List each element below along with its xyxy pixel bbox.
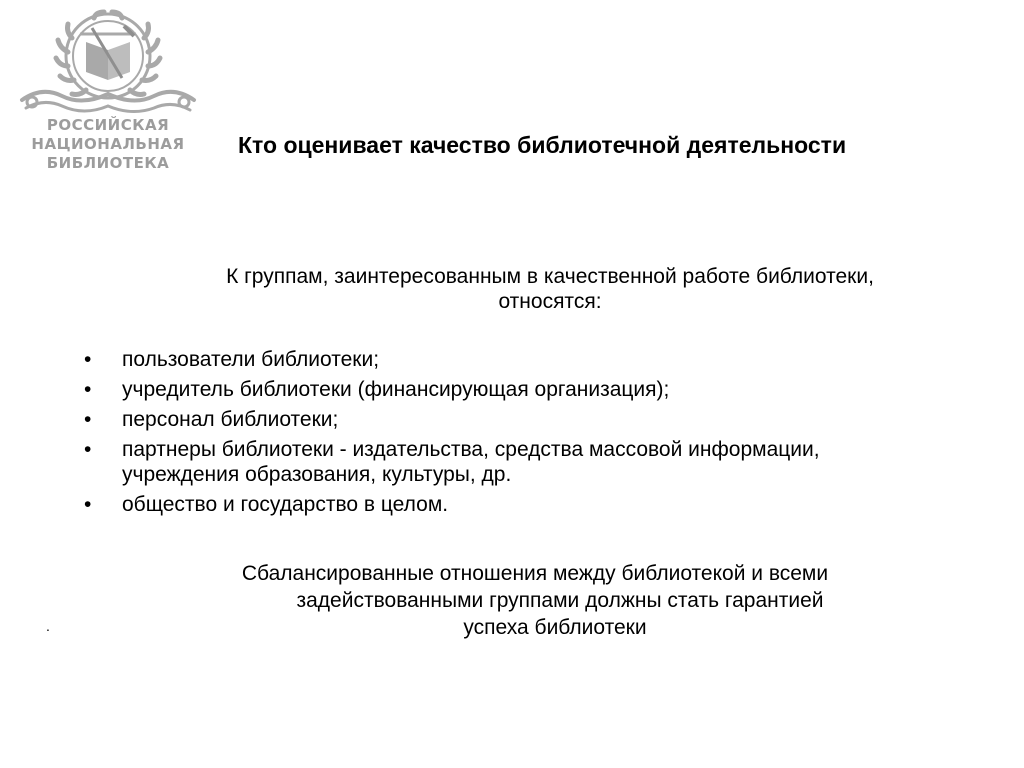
- stray-dot-mark: .: [46, 618, 50, 634]
- stakeholder-list: [80, 347, 1010, 522]
- list-item-text-continued: учреждения образования, культуры, др.: [122, 463, 512, 486]
- closing-line-3: успеха библиотеки: [463, 616, 647, 639]
- list-item: [80, 377, 1010, 402]
- logo-line-2: НАЦИОНАЛЬНАЯ: [31, 135, 185, 153]
- bullet-icon: •: [84, 438, 92, 461]
- library-logo: [14, 8, 202, 178]
- bullet-icon: •: [84, 378, 92, 401]
- list-item-text: общество и государство в целом.: [122, 493, 449, 516]
- list-item-text: персонал библиотеки;: [122, 408, 339, 431]
- list-item-text: учредитель библиотеки (финансирующая организация);: [122, 378, 670, 401]
- closing-line-1: Сбалансированные отношения между библиотекой и всеми: [241, 562, 829, 585]
- intro-line-2: относятся:: [498, 290, 602, 313]
- logo-text: [14, 116, 202, 173]
- list-item-text: пользователи библиотеки;: [122, 348, 380, 371]
- intro-line-1: К группам, заинтересованным в качественной работе библиотеки,: [226, 265, 874, 288]
- bullet-icon: •: [84, 493, 92, 516]
- list-item: [80, 492, 1010, 517]
- list-item: [80, 347, 1010, 372]
- intro-paragraph: [100, 264, 1000, 314]
- logo-line-3: БИБЛИОТЕКА: [46, 154, 170, 172]
- logo-line-1: РОССИЙСКАЯ: [46, 116, 170, 134]
- slide-title: Кто оценивает качество библиотечной деятельности: [238, 132, 847, 158]
- bullet-icon: •: [84, 408, 92, 431]
- bullet-icon: •: [84, 348, 92, 371]
- closing-statement: [130, 560, 940, 641]
- list-item: [80, 407, 1010, 432]
- closing-line-2: задействованными группами должны стать гарантией: [296, 589, 824, 612]
- list-item-text: партнеры библиотеки - издательства, средства массовой информации,: [122, 438, 820, 461]
- list-item: [80, 437, 1010, 487]
- laurel-wreath-book-emblem-icon: [14, 8, 202, 116]
